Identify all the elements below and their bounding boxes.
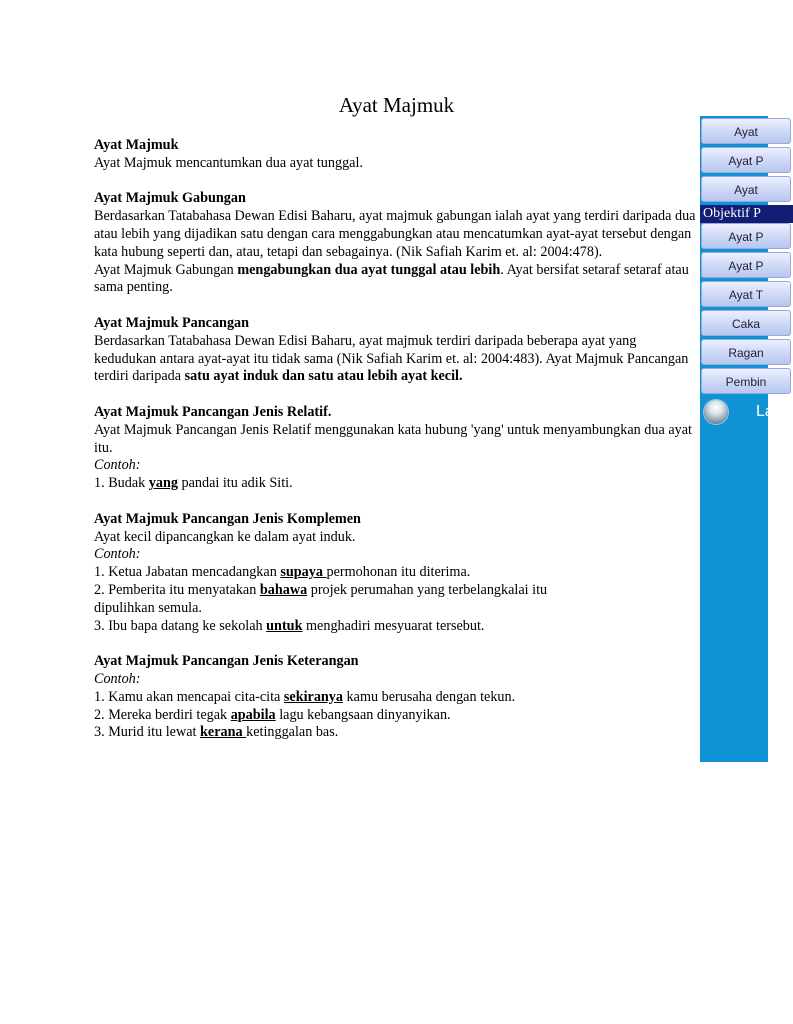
text-run: . Ayat bersifat setaraf setaraf atau sama penting.	[94, 261, 689, 296]
document-body	[94, 137, 700, 760]
section-heading: Ayat Majmuk Pancangan	[94, 314, 250, 331]
keyword: supaya	[280, 564, 327, 581]
keyword: sekiranya	[283, 688, 343, 705]
text-run: projek perumahan yang terbelangkalai itu	[307, 581, 548, 598]
nav-button-ragan[interactable]: Ragan	[701, 339, 791, 365]
orb-label[interactable]: La	[756, 403, 774, 420]
section-heading: Ayat Majmuk	[94, 137, 179, 153]
example-line	[94, 724, 700, 742]
contoh-label: Contoh:	[94, 457, 141, 474]
text-run: Berdasarkan Tatabahasa Dewan Edisi Baharu, ayat majmuk terdiri daripada beberapa ayat yang kedudukan antara ayat-ayat itu tidak sama (Nik Safiah Karim et. al: 2004:483). Ayat Majmuk Pancangan terdiri daripada	[94, 332, 689, 385]
section-heading: Ayat Majmuk Pancangan Jenis Komplemen	[94, 510, 361, 527]
nav-button-pembin[interactable]: Pembin	[701, 368, 791, 394]
nav-button-ayat-p-2[interactable]: Ayat P	[701, 223, 791, 249]
example-line	[94, 618, 700, 636]
keyword: bahawa	[259, 581, 308, 598]
nav-button-ayat-2[interactable]: Ayat	[701, 176, 791, 202]
section-heading: Ayat Majmuk Gabungan	[94, 190, 246, 207]
section-text	[94, 262, 700, 298]
nav-bar-objektif[interactable]: Objektif P	[700, 205, 793, 223]
page-title: Ayat Majmuk	[338, 93, 455, 117]
section-text: Ayat Majmuk Pancangan Jenis Relatif menggunakan kata hubung 'yang' untuk menyambungkan dua ayat itu.	[94, 421, 692, 456]
section-gabungan	[94, 190, 700, 297]
text-run: 3. Murid itu lewat	[94, 724, 200, 741]
text-run: 1. Budak	[94, 475, 149, 492]
keyword: kerana	[200, 724, 247, 741]
section-heading: Ayat Majmuk Pancangan Jenis Relatif.	[94, 403, 332, 420]
text-run: permohonan itu diterima.	[326, 564, 471, 581]
example-line	[94, 707, 700, 725]
emphasis-text: satu ayat induk dan satu atau lebih ayat kecil.	[184, 368, 463, 385]
text-run: ketinggalan bas.	[246, 724, 339, 741]
keyword: yang	[148, 475, 178, 492]
text-run: 1. Ketua Jabatan mencadangkan	[94, 564, 281, 581]
nav-button-ayat-t[interactable]: Ayat T	[701, 281, 791, 307]
section-text: Ayat kecil dipancangkan ke dalam ayat induk.	[94, 528, 356, 545]
text-run: 2. Pemberita itu menyatakan	[94, 581, 260, 598]
sidebar-nav	[700, 116, 774, 762]
text-run: Ayat Majmuk Gabungan	[94, 261, 238, 278]
nav-button-caka[interactable]: Caka	[701, 310, 791, 336]
example-line	[94, 475, 700, 493]
example-line	[94, 689, 700, 707]
section-pancangan	[94, 315, 700, 386]
section-text: Berdasarkan Tatabahasa Dewan Edisi Baharu, ayat majmuk gabungan ialah ayat yang terdiri daripada dua atau lebih yang dijadikan satu dengan cara menggabungkan atau mencatumkan ayat-ayat tersebut dengan kata hubung seperti dan, atau, tetapi dan sebagainya. (Nik Safiah Karim et. al: 2004:478).	[94, 208, 696, 260]
orb-icon[interactable]	[704, 400, 728, 424]
keyword: untuk	[266, 617, 303, 634]
text-run: 2. Mereka berdiri tegak	[94, 706, 231, 723]
section-text: Ayat Majmuk mencantumkan dua ayat tunggal.	[94, 154, 363, 171]
text-run: 3. Ibu bapa datang ke sekolah	[94, 617, 267, 634]
section-text	[94, 333, 700, 386]
section-komplemen	[94, 511, 700, 636]
section-relatif	[94, 404, 700, 493]
text-run: 1. Kamu akan mencapai cita-cita	[94, 688, 284, 705]
text-run: menghadiri mesyuarat tersebut.	[302, 617, 485, 634]
nav-button-ayat-p-3[interactable]: Ayat P	[701, 252, 791, 278]
nav-button-ayat-p[interactable]: Ayat P	[701, 147, 791, 173]
keyword: apabila	[230, 706, 276, 723]
example-line	[94, 582, 700, 600]
section-keterangan	[94, 653, 700, 742]
text-run: pandai itu adik Siti.	[177, 475, 293, 492]
nav-button-ayat[interactable]: Ayat	[701, 118, 791, 144]
section-heading: Ayat Majmuk Pancangan Jenis Keterangan	[94, 653, 359, 670]
example-line	[94, 564, 700, 582]
section-ayat-majmuk	[94, 137, 700, 173]
contoh-label: Contoh:	[94, 546, 141, 563]
emphasis-text: mengabungkan dua ayat tunggal atau lebih	[237, 261, 501, 278]
text-run: kamu berusaha dengan tekun.	[343, 688, 516, 705]
contoh-label: Contoh:	[94, 670, 141, 687]
text-run: lagu kebangsaan dinyanyikan.	[275, 706, 451, 723]
example-line-continued: dipulihkan semula.	[94, 599, 202, 616]
